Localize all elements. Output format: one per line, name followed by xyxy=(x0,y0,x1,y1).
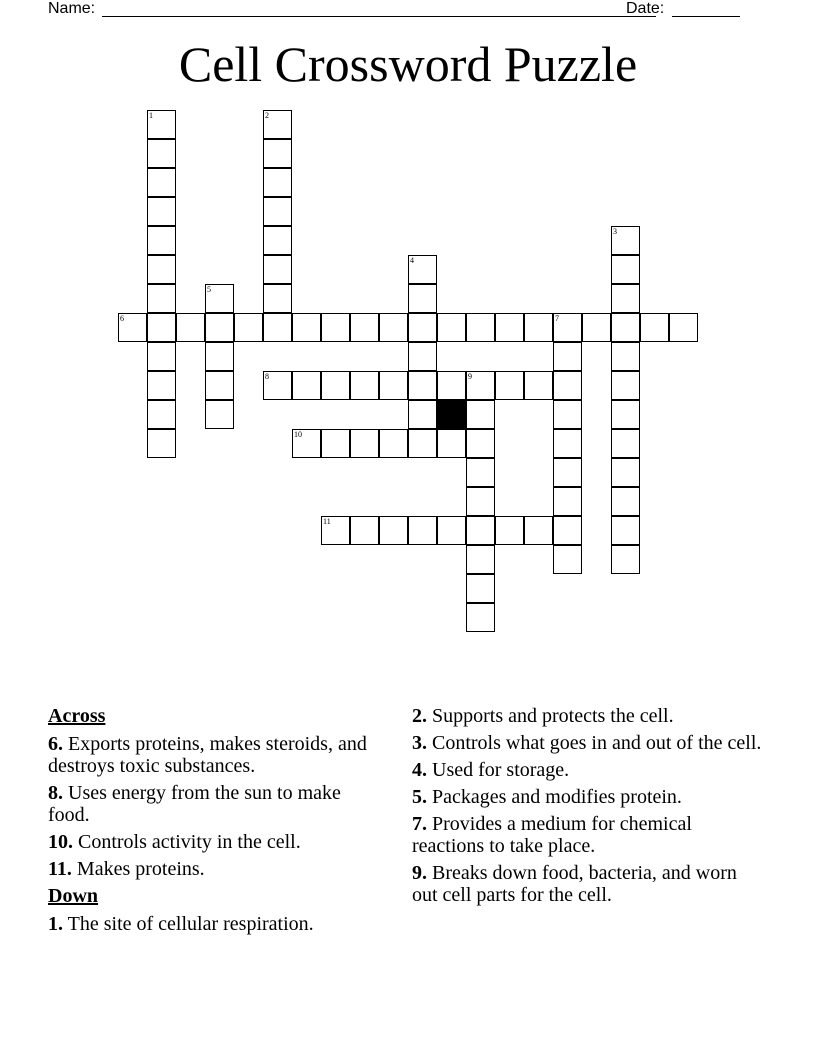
blocked-cell xyxy=(437,400,466,429)
crossword-cell[interactable] xyxy=(495,371,524,400)
crossword-cell[interactable] xyxy=(263,226,292,255)
crossword-cell[interactable] xyxy=(611,545,640,574)
clue-number: 6. xyxy=(48,733,63,755)
crossword-cell[interactable] xyxy=(611,284,640,313)
crossword-cell[interactable] xyxy=(379,371,408,400)
crossword-cell[interactable] xyxy=(611,342,640,371)
crossword-cell[interactable] xyxy=(147,342,176,371)
crossword-cell[interactable] xyxy=(466,458,495,487)
crossword-cell[interactable] xyxy=(292,429,321,458)
crossword-cell[interactable] xyxy=(408,342,437,371)
clue-down-9 xyxy=(412,862,762,906)
crossword-cell[interactable] xyxy=(437,516,466,545)
crossword-cell[interactable] xyxy=(205,284,234,313)
crossword-cell[interactable] xyxy=(321,371,350,400)
crossword-cell[interactable] xyxy=(437,429,466,458)
crossword-cell[interactable] xyxy=(466,313,495,342)
clue-number-label: 8 xyxy=(265,372,269,381)
crossword-cell[interactable] xyxy=(205,371,234,400)
crossword-cell[interactable] xyxy=(321,313,350,342)
crossword-cell[interactable] xyxy=(205,313,234,342)
crossword-cell[interactable] xyxy=(553,371,582,400)
crossword-cell[interactable] xyxy=(437,371,466,400)
crossword-cell[interactable] xyxy=(611,458,640,487)
clue-number-label: 11 xyxy=(323,517,331,526)
crossword-cell[interactable] xyxy=(611,516,640,545)
crossword-cell[interactable] xyxy=(466,574,495,603)
crossword-cell[interactable] xyxy=(524,516,553,545)
crossword-cell[interactable] xyxy=(553,545,582,574)
clue-across-6 xyxy=(48,733,378,777)
clue-text: Exports proteins, makes steroids, and destroys toxic substances. xyxy=(48,733,367,777)
crossword-cell[interactable] xyxy=(611,371,640,400)
clue-down-3 xyxy=(412,732,762,754)
crossword-cell[interactable] xyxy=(350,429,379,458)
clue-down-5 xyxy=(412,786,762,808)
crossword-cell[interactable] xyxy=(263,371,292,400)
crossword-cell[interactable] xyxy=(466,603,495,632)
crossword-cell[interactable] xyxy=(147,139,176,168)
clue-number: 7. xyxy=(412,813,427,835)
clue-number-label: 4 xyxy=(410,256,414,265)
crossword-cell[interactable] xyxy=(408,255,437,284)
crossword-cell[interactable] xyxy=(263,110,292,139)
clue-number: 4. xyxy=(412,759,427,781)
clue-number: 8. xyxy=(48,782,63,804)
crossword-cell[interactable] xyxy=(553,313,582,342)
clue-across-8 xyxy=(48,782,378,826)
crossword-cell[interactable] xyxy=(495,313,524,342)
down-heading: Down xyxy=(48,885,99,907)
page-title: Cell Crossword Puzzle xyxy=(178,36,638,92)
clue-number: 9. xyxy=(412,862,427,884)
crossword-cell[interactable] xyxy=(466,545,495,574)
crossword-cell[interactable] xyxy=(147,197,176,226)
clue-number-label: 2 xyxy=(265,111,269,120)
crossword-cell[interactable] xyxy=(147,110,176,139)
name-label: Name: xyxy=(48,0,96,17)
crossword-cell[interactable] xyxy=(350,313,379,342)
across-heading: Across xyxy=(48,705,106,727)
clue-number: 3. xyxy=(412,732,427,754)
crossword-cell[interactable] xyxy=(205,342,234,371)
crossword-cell[interactable] xyxy=(553,458,582,487)
clue-text: Controls activity in the cell. xyxy=(78,831,301,853)
clue-across-11 xyxy=(48,858,378,880)
crossword-cell[interactable] xyxy=(553,400,582,429)
crossword-cell[interactable] xyxy=(350,371,379,400)
crossword-cell[interactable] xyxy=(611,313,640,342)
crossword-cell[interactable] xyxy=(147,226,176,255)
clue-number: 11. xyxy=(48,858,72,880)
crossword-cell[interactable] xyxy=(437,313,466,342)
clue-down-4 xyxy=(412,759,762,781)
clue-text: Breaks down food, bacteria, and worn out cell parts for the cell. xyxy=(412,862,737,906)
crossword-cell[interactable] xyxy=(408,371,437,400)
crossword-cell[interactable] xyxy=(524,313,553,342)
crossword-cell[interactable] xyxy=(292,313,321,342)
clue-number: 1. xyxy=(48,913,63,935)
clue-down-7 xyxy=(412,813,762,857)
crossword-cell[interactable] xyxy=(234,313,263,342)
crossword-cell[interactable] xyxy=(263,255,292,284)
clue-number-label: 5 xyxy=(207,285,211,294)
crossword-cell[interactable] xyxy=(611,226,640,255)
crossword-cell[interactable] xyxy=(495,516,524,545)
clue-text: Controls what goes in and out of the cell. xyxy=(432,732,762,754)
crossword-cell[interactable] xyxy=(408,284,437,313)
clues-left-column xyxy=(48,705,378,940)
clue-number: 10. xyxy=(48,831,73,853)
crossword-cell[interactable] xyxy=(466,487,495,516)
clue-text: Makes proteins. xyxy=(76,858,205,880)
crossword-cell[interactable] xyxy=(263,139,292,168)
crossword-cell[interactable] xyxy=(553,516,582,545)
crossword-cell[interactable] xyxy=(263,313,292,342)
crossword-cell[interactable] xyxy=(408,516,437,545)
crossword-cell[interactable] xyxy=(147,284,176,313)
clue-text: The site of cellular respiration. xyxy=(67,913,314,935)
clue-across-10 xyxy=(48,831,378,853)
crossword-cell[interactable] xyxy=(466,516,495,545)
crossword-cell[interactable] xyxy=(466,371,495,400)
crossword-cell[interactable] xyxy=(408,429,437,458)
crossword-cell[interactable] xyxy=(611,255,640,284)
crossword-cell[interactable] xyxy=(263,197,292,226)
crossword-cell[interactable] xyxy=(147,255,176,284)
crossword-cell[interactable] xyxy=(321,429,350,458)
crossword-cell[interactable] xyxy=(350,516,379,545)
crossword-cell[interactable] xyxy=(553,342,582,371)
clue-number-label: 6 xyxy=(120,314,124,323)
clue-text: Packages and modifies protein. xyxy=(432,786,682,808)
clue-number: 2. xyxy=(412,705,427,727)
crossword-cell[interactable] xyxy=(408,400,437,429)
clue-down-2 xyxy=(412,705,762,727)
crossword-cell[interactable] xyxy=(611,400,640,429)
crossword-cell[interactable] xyxy=(147,371,176,400)
crossword-cell[interactable] xyxy=(205,400,234,429)
crossword-cell[interactable] xyxy=(263,284,292,313)
crossword-cell[interactable] xyxy=(611,429,640,458)
crossword-cell[interactable] xyxy=(379,516,408,545)
crossword-cell[interactable] xyxy=(582,313,611,342)
date-label: Date: xyxy=(626,0,665,17)
crossword-cell[interactable] xyxy=(640,313,669,342)
crossword-cell[interactable] xyxy=(147,168,176,197)
crossword-cell[interactable] xyxy=(408,313,437,342)
crossword-cell[interactable] xyxy=(379,313,408,342)
clue-text: Uses energy from the sun to make food. xyxy=(48,782,341,826)
clue-number-label: 9 xyxy=(468,372,472,381)
crossword-cell[interactable] xyxy=(147,400,176,429)
crossword-cell[interactable] xyxy=(292,371,321,400)
clue-text: Used for storage. xyxy=(432,759,570,781)
crossword-cell[interactable] xyxy=(147,313,176,342)
crossword-cell[interactable] xyxy=(321,516,350,545)
crossword-cell[interactable] xyxy=(263,168,292,197)
crossword-cell[interactable] xyxy=(553,429,582,458)
clue-text: Supports and protects the cell. xyxy=(432,705,674,727)
crossword-cell[interactable] xyxy=(118,313,147,342)
crossword-cell[interactable] xyxy=(524,371,553,400)
clue-down-1 xyxy=(48,913,378,935)
clues-right-column xyxy=(412,705,762,911)
clue-number: 5. xyxy=(412,786,427,808)
crossword-cell[interactable] xyxy=(147,429,176,458)
clue-number-label: 3 xyxy=(613,227,617,236)
crossword-cell[interactable] xyxy=(176,313,205,342)
clue-number-label: 10 xyxy=(294,430,302,439)
crossword-cell[interactable] xyxy=(466,429,495,458)
crossword-cell[interactable] xyxy=(611,487,640,516)
clue-text: Provides a medium for chemical reactions to take place. xyxy=(412,813,692,857)
crossword-cell[interactable] xyxy=(466,400,495,429)
crossword-cell[interactable] xyxy=(553,487,582,516)
crossword-cell[interactable] xyxy=(379,429,408,458)
clue-number-label: 1 xyxy=(149,111,153,120)
crossword-cell[interactable] xyxy=(669,313,698,342)
clue-number-label: 7 xyxy=(555,314,559,323)
